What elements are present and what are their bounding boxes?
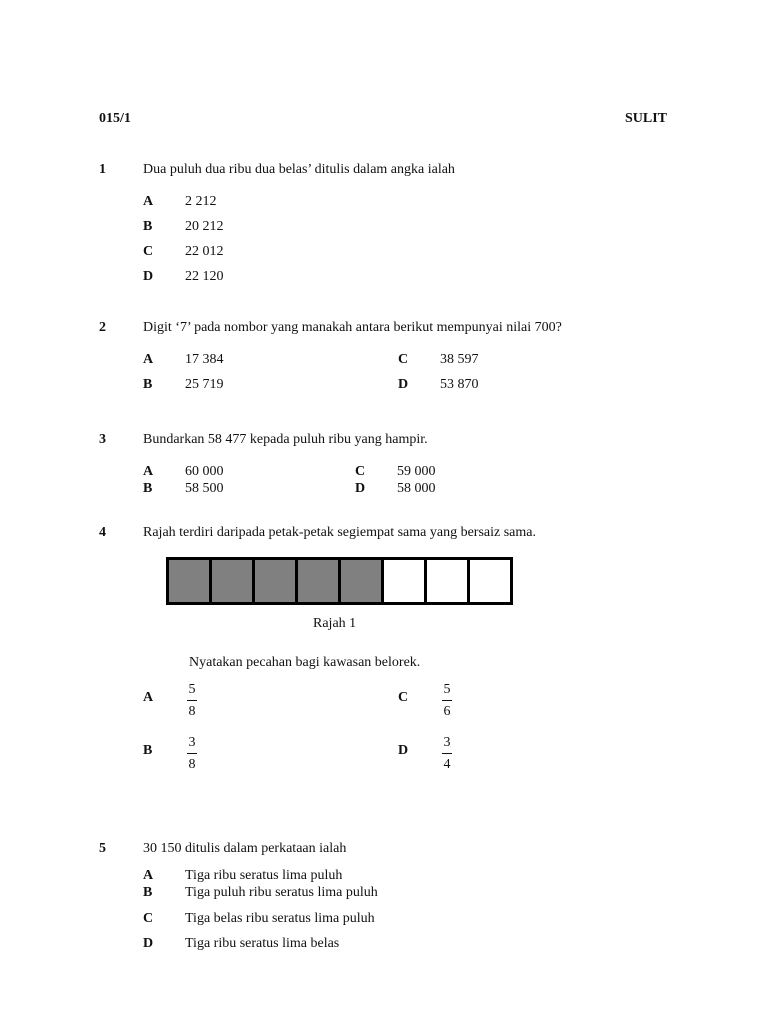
fraction-bar	[187, 753, 197, 754]
option-a-text: 17 384	[185, 352, 224, 367]
option-letter: D	[398, 377, 409, 392]
option-letter: C	[143, 911, 154, 926]
paper-code: 015/1	[99, 111, 131, 126]
option-letter: D	[398, 743, 409, 758]
option-letter: B	[143, 219, 153, 234]
denominator: 8	[188, 704, 196, 719]
option-letter: C	[355, 464, 366, 479]
option-c-text: 59 000	[397, 464, 436, 479]
unshaded-square	[470, 560, 510, 602]
unshaded-square	[384, 560, 427, 602]
option-d-fraction	[439, 735, 455, 772]
numerator: 3	[443, 735, 451, 750]
option-b-text: 58 500	[185, 481, 224, 496]
option-a-fraction	[184, 682, 200, 719]
denominator: 6	[443, 704, 451, 719]
classification-label: SULIT	[625, 111, 668, 126]
question-number: 4	[99, 525, 106, 540]
option-letter: D	[143, 936, 154, 951]
option-letter: B	[143, 377, 153, 392]
option-a-text: 60 000	[185, 464, 224, 479]
question-prompt: Nyatakan pecahan bagi kawasan belorek.	[189, 655, 421, 670]
question-text: 30 150 ditulis dalam perkataan ialah	[143, 841, 347, 856]
option-c-text: Tiga belas ribu seratus lima puluh	[185, 911, 375, 926]
option-d-text: 58 000	[397, 481, 436, 496]
question-number: 2	[99, 320, 106, 335]
option-letter: C	[398, 690, 409, 705]
option-c-text: 22 012	[185, 244, 224, 259]
option-letter: A	[143, 464, 154, 479]
denominator: 4	[443, 757, 451, 772]
option-b-text: 25 719	[185, 377, 224, 392]
option-letter: B	[143, 743, 153, 758]
option-letter: C	[398, 352, 409, 367]
shaded-square	[212, 560, 255, 602]
option-c-text: 38 597	[440, 352, 479, 367]
option-a-text: Tiga ribu seratus lima puluh	[185, 868, 343, 883]
shaded-square	[341, 560, 384, 602]
fraction-bar	[442, 753, 452, 754]
option-c-fraction	[439, 682, 455, 719]
option-b-fraction	[184, 735, 200, 772]
option-letter: D	[143, 269, 154, 284]
option-letter: D	[355, 481, 366, 496]
numerator: 5	[188, 682, 196, 697]
numerator: 5	[443, 682, 451, 697]
option-letter: B	[143, 481, 153, 496]
question-text: Rajah terdiri daripada petak-petak segiempat sama yang bersaiz sama.	[143, 525, 536, 540]
fraction-bar	[187, 700, 197, 701]
fraction-bar	[442, 700, 452, 701]
question-text: Digit ‘7’ pada nombor yang manakah antara berikut mempunyai nilai 700?	[143, 320, 562, 335]
shaded-square	[298, 560, 341, 602]
option-b-text: Tiga puluh ribu seratus lima puluh	[185, 885, 378, 900]
option-a-text: 2 212	[185, 194, 217, 209]
denominator: 8	[188, 757, 196, 772]
option-b-text: 20 212	[185, 219, 224, 234]
option-d-text: Tiga ribu seratus lima belas	[185, 936, 340, 951]
question-number: 5	[99, 841, 106, 856]
shaded-squares-figure	[166, 557, 513, 605]
shaded-square	[255, 560, 298, 602]
option-letter: B	[143, 885, 153, 900]
question-number: 1	[99, 162, 106, 177]
question-text: Dua puluh dua ribu dua belas’ ditulis dalam angka ialah	[143, 162, 455, 177]
option-d-text: 22 120	[185, 269, 224, 284]
option-letter: A	[143, 690, 154, 705]
shaded-square	[169, 560, 212, 602]
figure-caption: Rajah 1	[313, 616, 357, 631]
option-d-text: 53 870	[440, 377, 479, 392]
option-letter: C	[143, 244, 154, 259]
question-number: 3	[99, 432, 106, 447]
unshaded-square	[427, 560, 470, 602]
numerator: 3	[188, 735, 196, 750]
question-text: Bundarkan 58 477 kepada puluh ribu yang hampir.	[143, 432, 428, 447]
option-letter: A	[143, 868, 154, 883]
option-letter: A	[143, 194, 154, 209]
option-letter: A	[143, 352, 154, 367]
